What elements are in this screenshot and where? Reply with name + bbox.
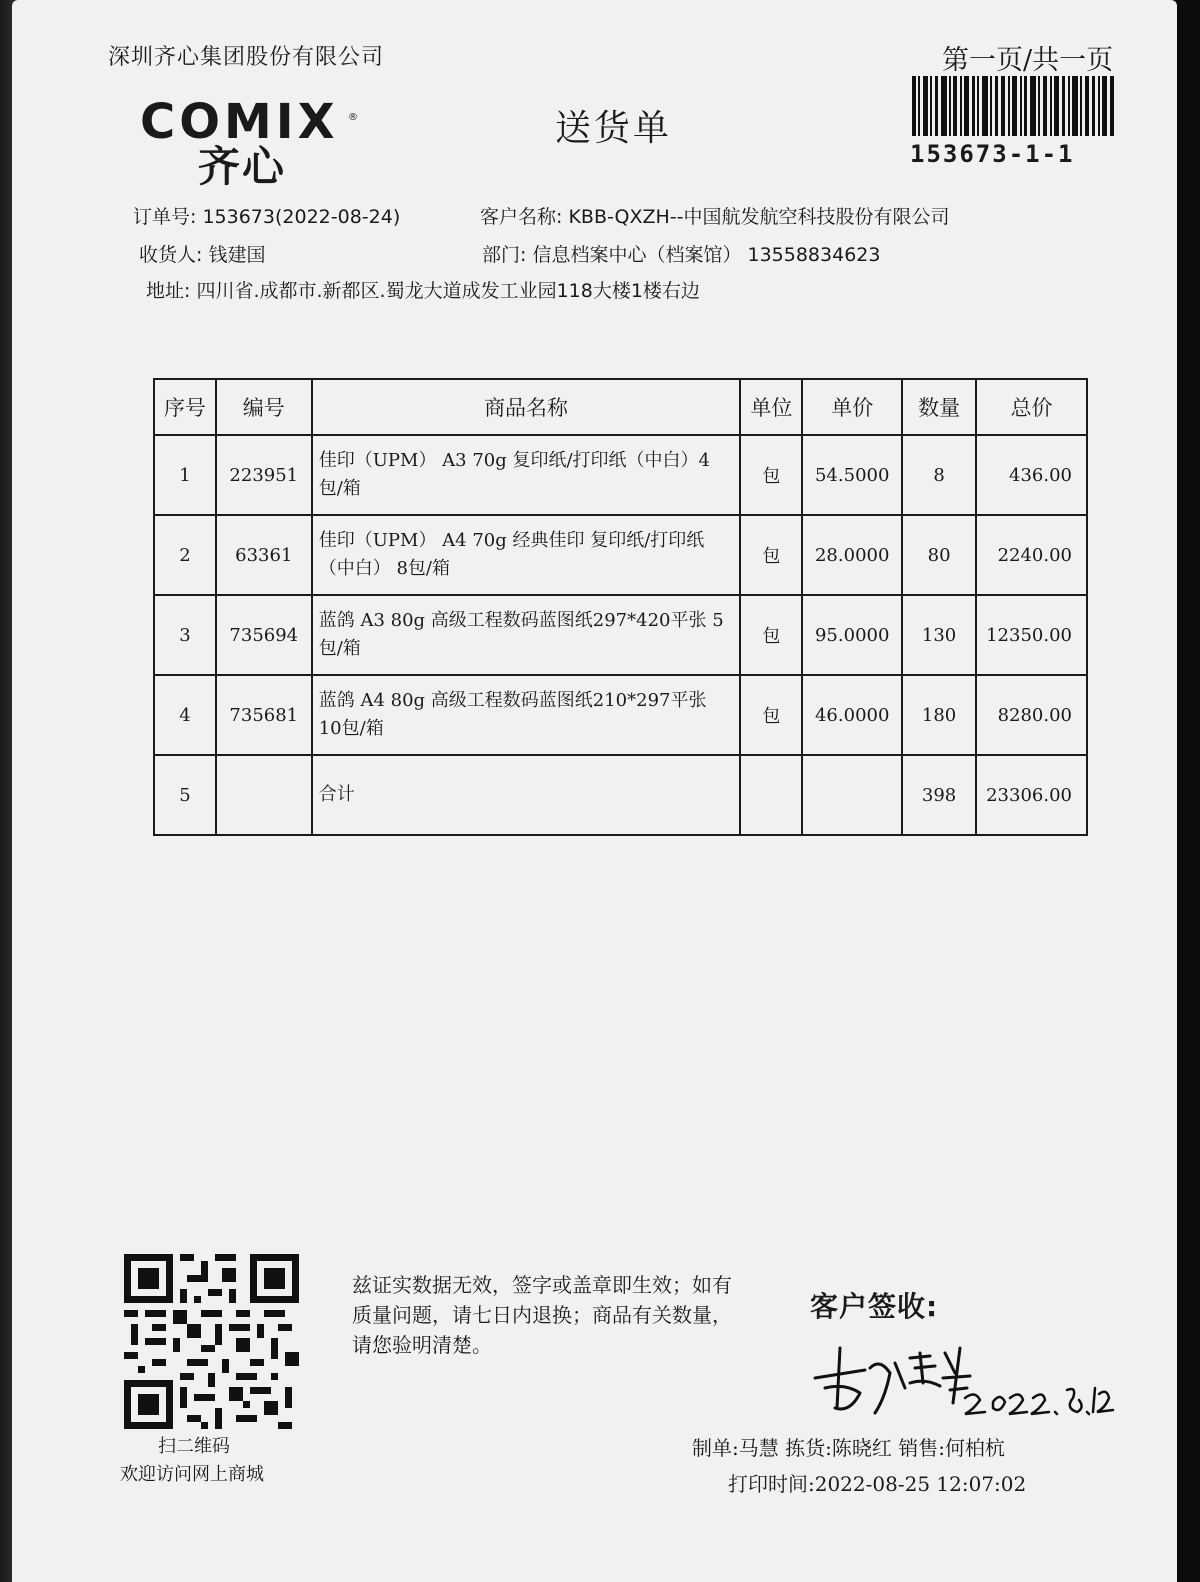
customer-signature-label: 客户签收: (810, 1290, 939, 1323)
cell-summary-label: 合计 (312, 755, 741, 835)
receiver-label: 收货人: (139, 244, 203, 266)
order-number-value: 153673(2022-08-24) (202, 206, 401, 228)
cell-quantity: 130 (902, 595, 976, 675)
cell-seq: 2 (154, 515, 216, 595)
qr-caption-welcome: 欢迎访问网上商城 (120, 1464, 264, 1485)
disclaimer-notice: 兹证实数据无效，签字或盖章即生效；如有质量问题，请七日内退换；商品有关数量，请您验明清楚。 (352, 1273, 732, 1357)
cell-seq: 3 (154, 595, 216, 675)
staff-info: 制单:马慧 拣货:陈晓红 销售:何柏杭 (692, 1436, 1005, 1460)
handwritten-signature-icon (795, 1328, 1115, 1428)
cell-seq: 5 (154, 755, 216, 835)
header-total: 总价 (976, 379, 1087, 435)
customer-label: 客户名称: (480, 206, 563, 228)
cell-product-name: 佳印（UPM） A3 70g 复印纸/打印纸（中白）4包/箱 (312, 435, 741, 515)
cell-total-quantity: 398 (902, 755, 976, 835)
header-unit-price: 单价 (802, 379, 902, 435)
table-row (154, 515, 1087, 595)
document-title: 送货单 (555, 108, 673, 149)
company-name: 深圳齐心集团股份有限公司 (108, 45, 385, 70)
order-number-label: 订单号: (133, 206, 197, 228)
header-code: 编号 (216, 379, 312, 435)
address-row (146, 276, 700, 303)
cell-product-name: 蓝鸽 A3 80g 高级工程数码蓝图纸297*420平张 5包/箱 (312, 595, 741, 675)
comix-logo: COMIX (140, 94, 339, 150)
customer-value: KBB-QXZH--中国航发航空科技股份有限公司 (568, 206, 950, 228)
logo-chinese: 齐心 (198, 142, 287, 191)
department-row (482, 240, 880, 267)
order-number-row (133, 202, 400, 229)
cell-grand-total: 23306.00 (976, 755, 1087, 835)
receiver-value: 钱建国 (208, 244, 266, 266)
cell-quantity: 8 (902, 435, 976, 515)
cell-quantity: 80 (902, 515, 976, 595)
header-quantity: 数量 (902, 379, 976, 435)
cell-unit (740, 755, 802, 835)
cell-total: 12350.00 (976, 595, 1087, 675)
cell-unit: 包 (740, 675, 802, 755)
cell-unit-price: 95.0000 (802, 595, 902, 675)
page-indicator: 第一页/共一页 (942, 45, 1114, 76)
address-label: 地址: (146, 280, 191, 302)
cell-unit: 包 (740, 595, 802, 675)
cell-product-name: 蓝鸽 A4 80g 高级工程数码蓝图纸210*297平张 10包/箱 (312, 675, 741, 755)
items-table (153, 378, 1088, 836)
table-row (154, 595, 1087, 675)
qr-code-icon (124, 1254, 299, 1429)
cell-unit-price: 28.0000 (802, 515, 902, 595)
cell-quantity: 180 (902, 675, 976, 755)
barcode-icon (912, 76, 1114, 136)
cell-unit-price: 54.5000 (802, 435, 902, 515)
cell-code: 735681 (216, 675, 312, 755)
cell-seq: 4 (154, 675, 216, 755)
registered-mark-icon: ® (348, 112, 358, 123)
header-unit: 单位 (740, 379, 802, 435)
table-header-row (154, 379, 1087, 435)
cell-unit: 包 (740, 435, 802, 515)
receiver-row (139, 240, 265, 267)
department-value: 信息档案中心（档案馆） 13558834623 (532, 244, 881, 266)
cell-code (216, 755, 312, 835)
cell-unit-price: 46.0000 (802, 675, 902, 755)
header-seq: 序号 (154, 379, 216, 435)
department-label: 部门: (482, 244, 527, 266)
customer-row (480, 202, 950, 229)
cell-product-name: 佳印（UPM） A4 70g 经典佳印 复印纸/打印纸（中白） 8包/箱 (312, 515, 741, 595)
print-time: 打印时间:2022-08-25 12:07:02 (728, 1472, 1027, 1496)
cell-total: 436.00 (976, 435, 1087, 515)
cell-unit-price (802, 755, 902, 835)
cell-code: 223951 (216, 435, 312, 515)
table-row (154, 435, 1087, 515)
cell-code: 735694 (216, 595, 312, 675)
address-value: 四川省.成都市.新都区.蜀龙大道成发工业园118大楼1楼右边 (196, 280, 700, 302)
cell-total: 2240.00 (976, 515, 1087, 595)
table-row (154, 675, 1087, 755)
table-summary-row (154, 755, 1087, 835)
barcode-number: 153673-1-1 (910, 140, 1075, 168)
cell-total: 8280.00 (976, 675, 1087, 755)
cell-seq: 1 (154, 435, 216, 515)
header-product-name: 商品名称 (312, 379, 741, 435)
qr-caption-scan: 扫二维码 (158, 1436, 230, 1457)
cell-unit: 包 (740, 515, 802, 595)
cell-code: 63361 (216, 515, 312, 595)
